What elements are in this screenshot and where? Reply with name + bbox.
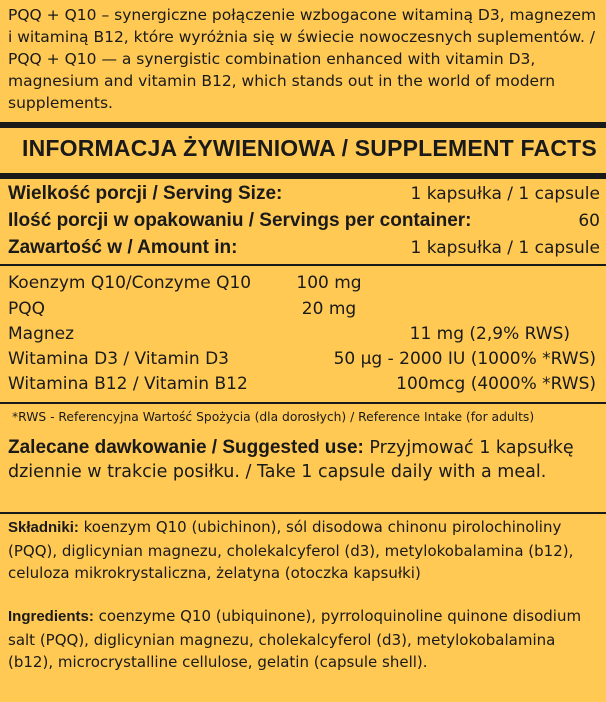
divider: [0, 173, 606, 179]
divider: [0, 512, 606, 514]
nutrient-row: [8, 322, 600, 346]
suggested-use-text: Przyjmować 1 kapsułkę dziennie w trakcie posiłku. / Take 1 capsule daily with a meal.: [8, 438, 574, 482]
nutrient-amount: 100mcg (4000% *RWS): [396, 374, 596, 394]
divider: [0, 264, 606, 266]
divider: [0, 122, 606, 128]
ingredients-pl-text: koenzym Q10 (ubichinon), sól disodowa chinonu pirolochinoliny (PQQ), diglicynian magnezu, cholekalcyferol (d3), metylokobalamina (b12), celuloza mikrokrystaliczna, żelatyna (otoczka kapsułki): [8, 518, 574, 582]
ingredients-en: [8, 605, 600, 674]
nutrient-amount: 50 µg - 2000 IU (1000% *RWS): [333, 349, 596, 369]
nutrient-name: PQQ: [8, 299, 46, 319]
divider: [0, 402, 606, 404]
serving-size-value: 1 kapsułka / 1 capsule: [410, 184, 600, 204]
ingredients-pl: [8, 516, 600, 585]
ingredients-en-label: Ingredients:: [8, 608, 94, 625]
nutrient-name: Witamina D3 / Vitamin D3: [8, 349, 229, 369]
nutrient-amount: 20 mg: [301, 299, 357, 319]
amount-in-row: [8, 235, 600, 261]
suggested-use: [8, 436, 598, 484]
product-description: PQQ + Q10 – synergiczne połączenie wzbogacone witaminą D3, magnezem i witaminą B12, które wyróżnia się w świecie nowoczesnych suplementów. / PQQ + Q10 — a synergistic combination enhanced with vitamin D3, magnesium and vitamin B12, which stands out in the world of modern supplements.: [8, 6, 597, 112]
servings-per-container-value: 60: [578, 211, 600, 231]
nutrient-amount: 100 mg: [296, 273, 362, 293]
ingredients-en-text: coenzyme Q10 (ubiquinone), pyrroloquinoline quinone disodium salt (PQQ), diglicynian magnezu, cholekalcyferol (d3), metylokobalamina (b12), microcrystalline cellulose, gelatin (capsule shell).: [8, 607, 582, 671]
nutrient-row: [8, 271, 600, 295]
nutrient-row: [8, 347, 600, 371]
ingredients-pl-label: Składniki:: [8, 519, 79, 536]
amount-in-value: 1 kapsułka / 1 capsule: [410, 238, 600, 258]
rws-footnote: *RWS - Referencyjna Wartość Spożycia (dla dorosłych) / Reference Intake (for adults): [12, 410, 535, 424]
nutrient-name: Magnez: [8, 324, 75, 344]
servings-per-container-row: [8, 208, 600, 234]
amount-in-label: Zawartość w / Amount in:: [8, 237, 238, 258]
serving-size-label: Wielkość porcji / Serving Size:: [8, 183, 283, 204]
nutrient-row: [8, 372, 600, 396]
nutrient-name: Koenzym Q10/Conzyme Q10: [8, 273, 252, 293]
supplement-facts-title: INFORMACJA ŻYWIENIOWA / SUPPLEMENT FACTS: [22, 135, 597, 161]
suggested-use-label: Zalecane dawkowanie / Suggested use:: [8, 437, 364, 458]
serving-size-row: [8, 181, 600, 207]
servings-per-container-label: Ilość porcji w opakowaniu / Servings per container:: [8, 210, 472, 231]
nutrient-row: [8, 297, 600, 321]
nutrient-amount: 11 mg (2,9% RWS): [409, 324, 570, 344]
nutrient-name: Witamina B12 / Vitamin B12: [8, 374, 248, 394]
